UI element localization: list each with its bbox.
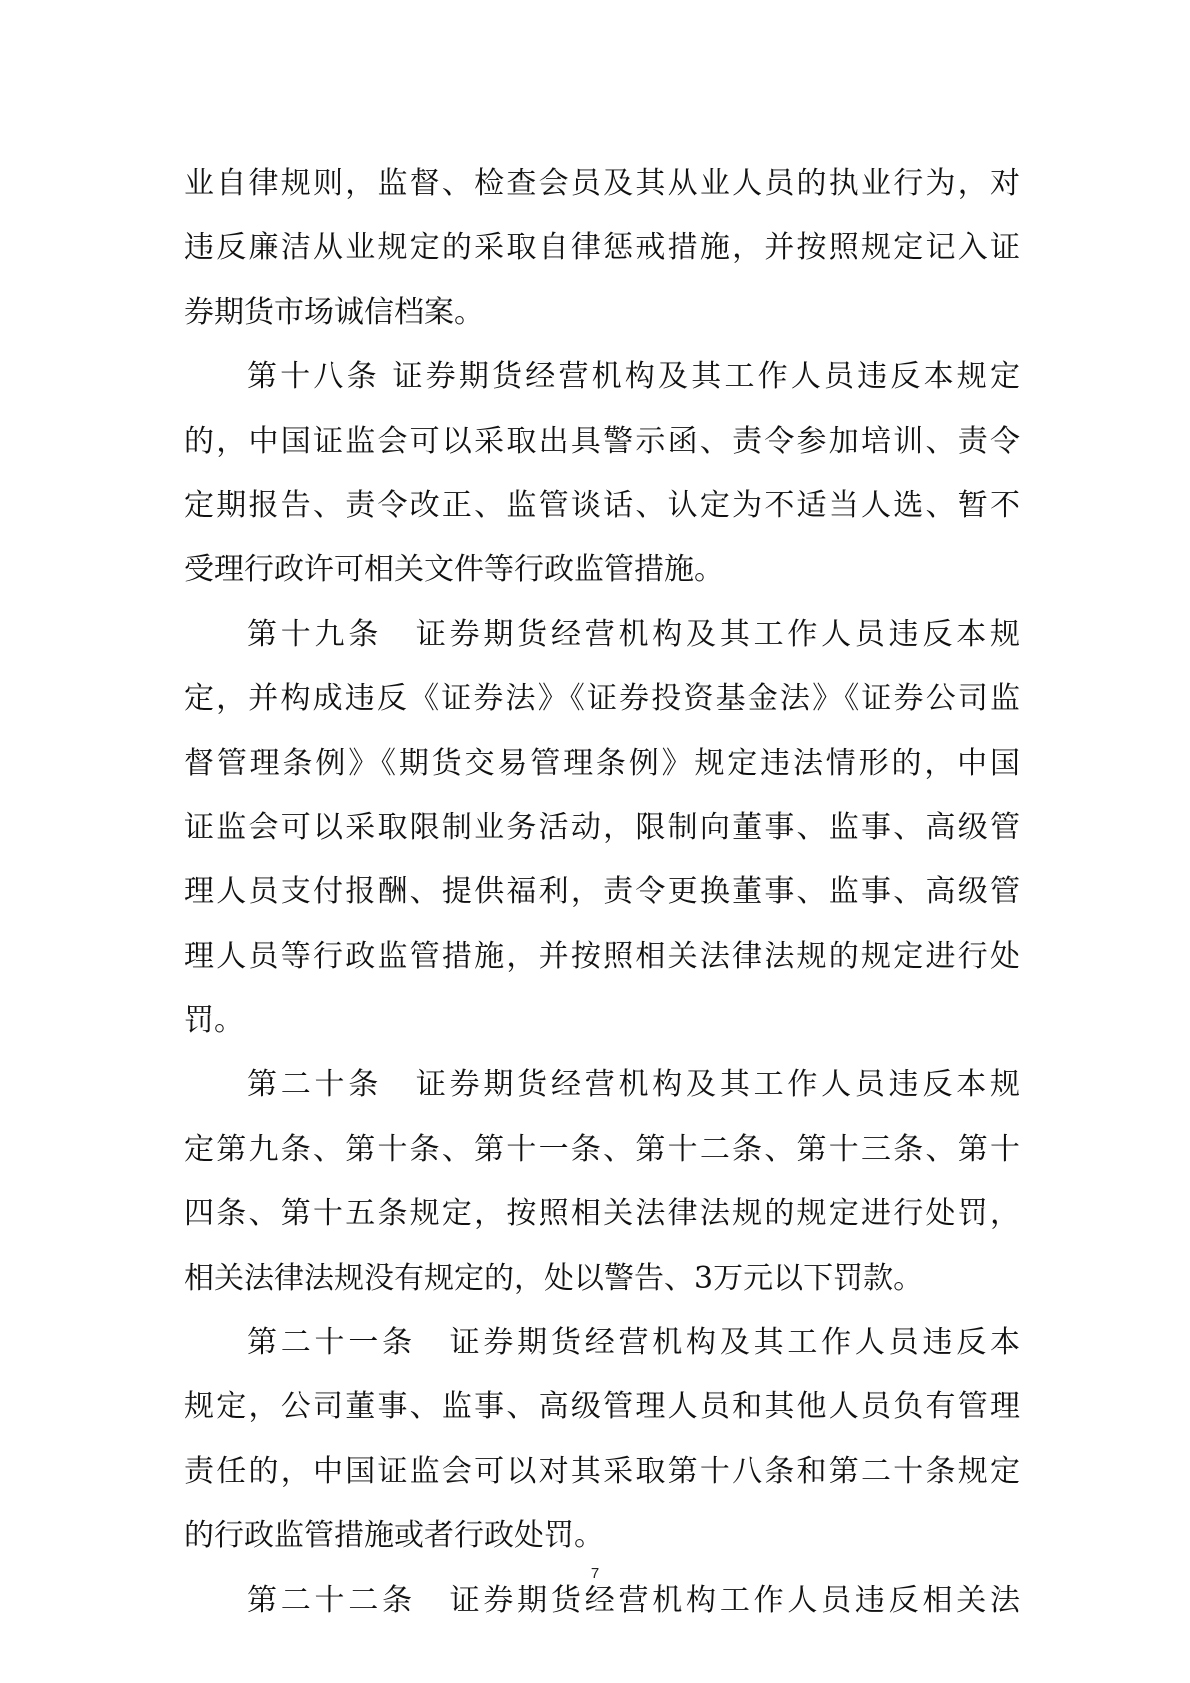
body-text bbox=[184, 152, 1020, 1633]
text-line: 定第九条、第十条、第十一条、第十二条、第十三条、第十 bbox=[184, 1131, 1020, 1167]
text-line: 定期报告、责令改正、监管谈话、认定为不适当人选、暂不 bbox=[184, 487, 1020, 523]
text-line: 理人员等行政监管措施，并按照相关法律法规的规定进行处 bbox=[184, 938, 1020, 974]
text-line: 违反廉洁从业规定的采取自律惩戒措施，并按照规定记入证 bbox=[184, 230, 1020, 266]
text-line: 的，中国证监会可以采取出具警示函、责令参加培训、责令 bbox=[184, 423, 1020, 459]
text-line: 定，并构成违反《证券法》《证券投资基金法》《证券公司监 bbox=[184, 681, 1020, 717]
text-line: 证监会可以采取限制业务活动，限制向董事、监事、高级管 bbox=[184, 809, 1020, 845]
text-line: 第十九条 证券期货经营机构及其工作人员违反本规 bbox=[247, 616, 1020, 652]
text-line: 责任的，中国证监会可以对其采取第十八条和第二十条规定 bbox=[184, 1453, 1020, 1489]
text-line: 罚。 bbox=[184, 1003, 244, 1039]
text-line: 受理行政许可相关文件等行政监管措施。 bbox=[184, 552, 724, 588]
text-line: 规定，公司董事、监事、高级管理人员和其他人员负有管理 bbox=[184, 1389, 1020, 1425]
page-number: 7 bbox=[590, 1565, 600, 1582]
text-line: 第二十二条 证券期货经营机构工作人员违反相关法 bbox=[247, 1582, 1020, 1618]
text-line: 第二十一条 证券期货经营机构及其工作人员违反本 bbox=[247, 1325, 1020, 1361]
text-line: 的行政监管措施或者行政处罚。 bbox=[184, 1518, 604, 1554]
text-line: 督管理条例》《期货交易管理条例》规定违法情形的，中国 bbox=[184, 745, 1020, 781]
text-line: 相关法律法规没有规定的，处以警告、3万元以下罚款。 bbox=[184, 1260, 924, 1296]
text-line: 业自律规则，监督、检查会员及其从业人员的执业行为，对 bbox=[184, 166, 1020, 201]
text-line: 第十八条 证券期货经营机构及其工作人员违反本规定 bbox=[247, 359, 1020, 395]
text-line: 券期货市场诚信档案。 bbox=[184, 294, 484, 330]
text-line: 理人员支付报酬、提供福利，责令更换董事、监事、高级管 bbox=[184, 874, 1020, 910]
text-line: 四条、第十五条规定，按照相关法律法规的规定进行处罚， bbox=[184, 1196, 1020, 1232]
text-line: 第二十条 证券期货经营机构及其工作人员违反本规 bbox=[247, 1067, 1020, 1103]
